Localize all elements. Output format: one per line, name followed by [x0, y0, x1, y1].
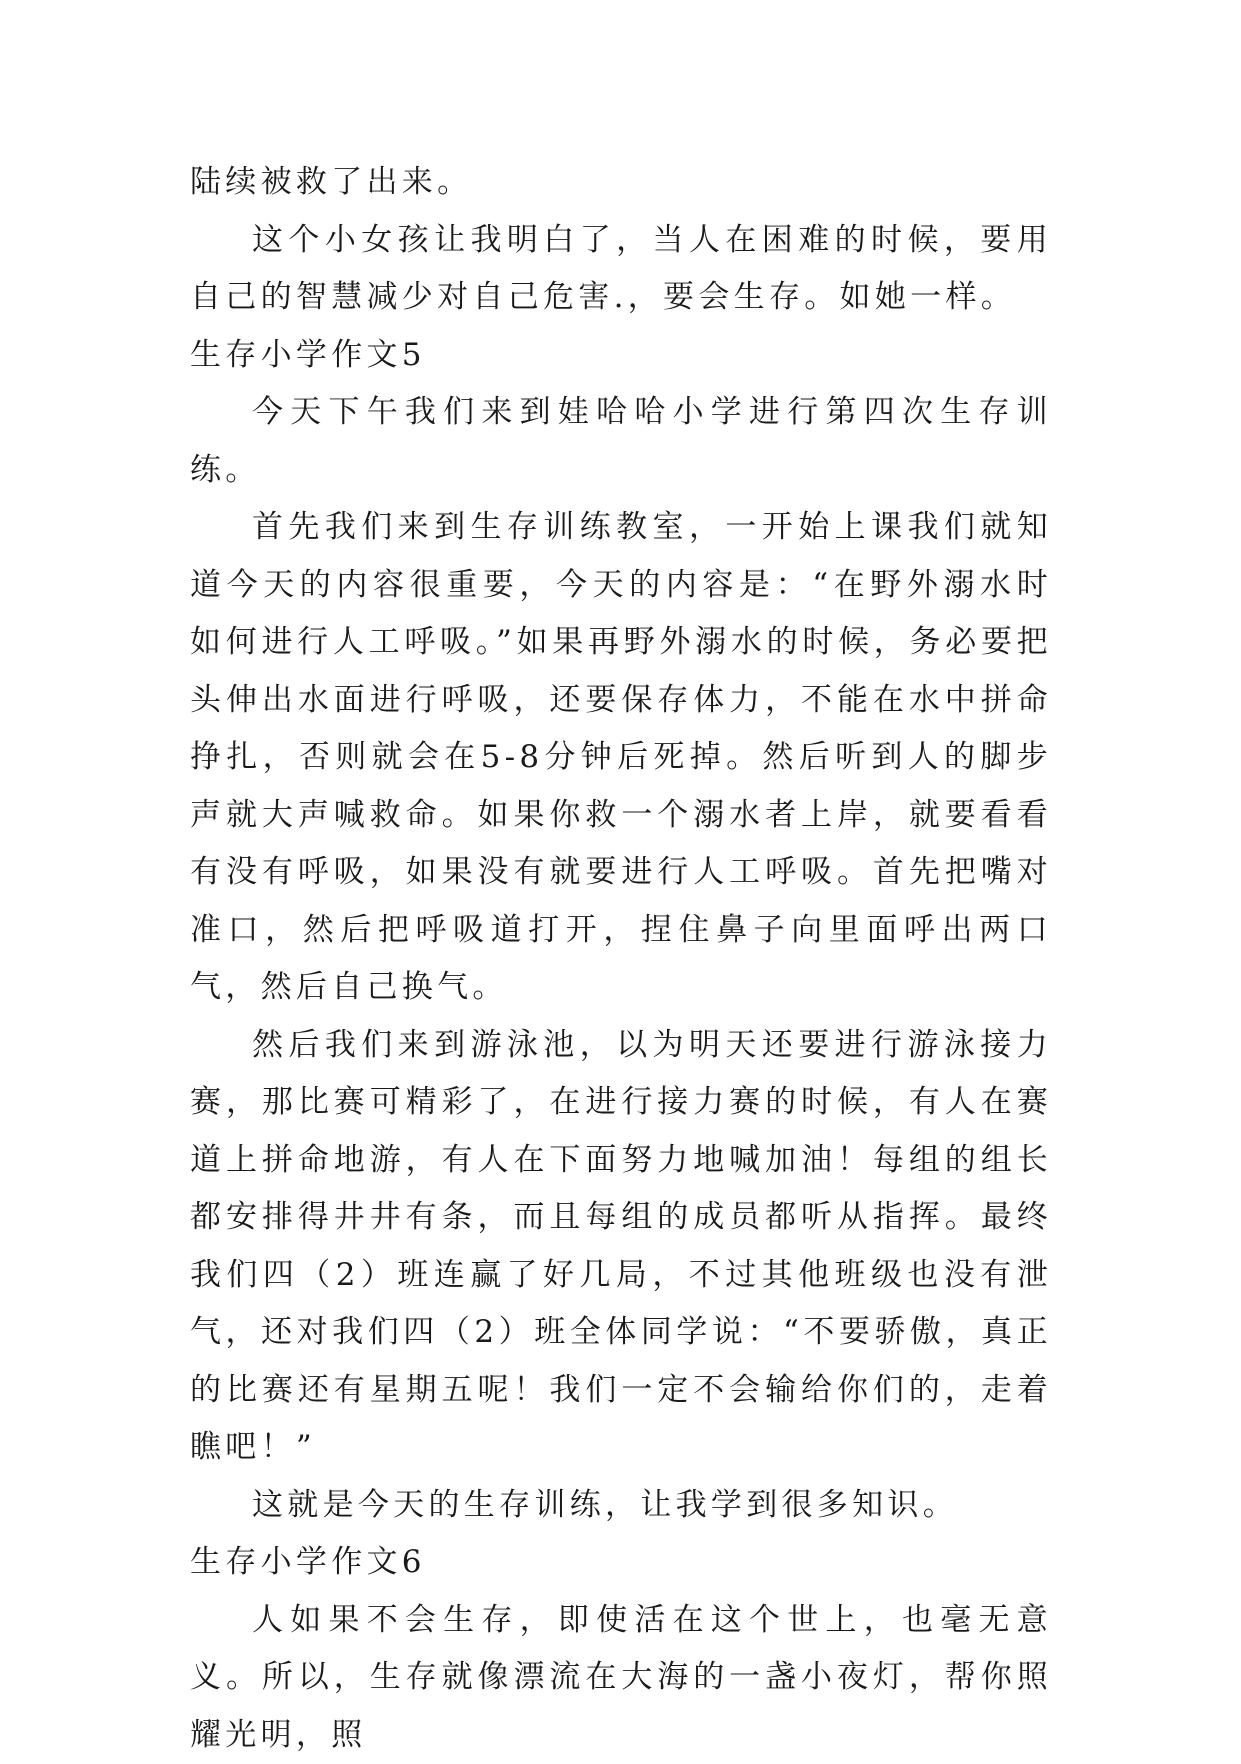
section-heading: 生存小学作文6 [190, 1534, 1052, 1592]
document-body [190, 154, 1052, 1764]
paragraph: 这就是今天的生存训练，让我学到很多知识。 [190, 1477, 1052, 1535]
paragraph: 这个小女孩让我明白了，当人在困难的时候，要用自己的智慧减少对自己危害.，要会生存。如她一样。 [190, 212, 1052, 327]
paragraph: 然后我们来到游泳池，以为明天还要进行游泳接力赛，那比赛可精彩了，在进行接力赛的时候，有人在赛道上拼命地游，有人在下面努力地喊加油！每组的组长都安排得井井有条，而且每组的成员都听从指挥。最终我们四（2）班连赢了好几局，不过其他班级也没有泄气，还对我们四（2）班全体同学说：“不要骄傲，真正的比赛还有星期五呢！我们一定不会输给你们的，走着瞧吧！” [190, 1017, 1052, 1477]
paragraph: 人如果不会生存，即使活在这个世上，也毫无意义。所以，生存就像漂流在大海的一盏小夜灯，帮你照耀光明，照 [190, 1592, 1052, 1764]
section-heading: 生存小学作文5 [190, 327, 1052, 385]
paragraph: 今天下午我们来到娃哈哈小学进行第四次生存训练。 [190, 384, 1052, 499]
paragraph: 陆续被救了出来。 [190, 154, 1052, 212]
paragraph: 首先我们来到生存训练教室，一开始上课我们就知道今天的内容很重要，今天的内容是：“在野外溺水时如何进行人工呼吸。”如果再野外溺水的时候，务必要把头伸出水面进行呼吸，还要保存体力，不能在水中拼命挣扎，否则就会在5-8分钟后死掉。然后听到人的脚步声就大声喊救命。如果你救一个溺水者上岸，就要看看有没有呼吸，如果没有就要进行人工呼吸。首先把嘴对准口，然后把呼吸道打开，捏住鼻子向里面呼出两口气，然后自己换气。 [190, 499, 1052, 1017]
